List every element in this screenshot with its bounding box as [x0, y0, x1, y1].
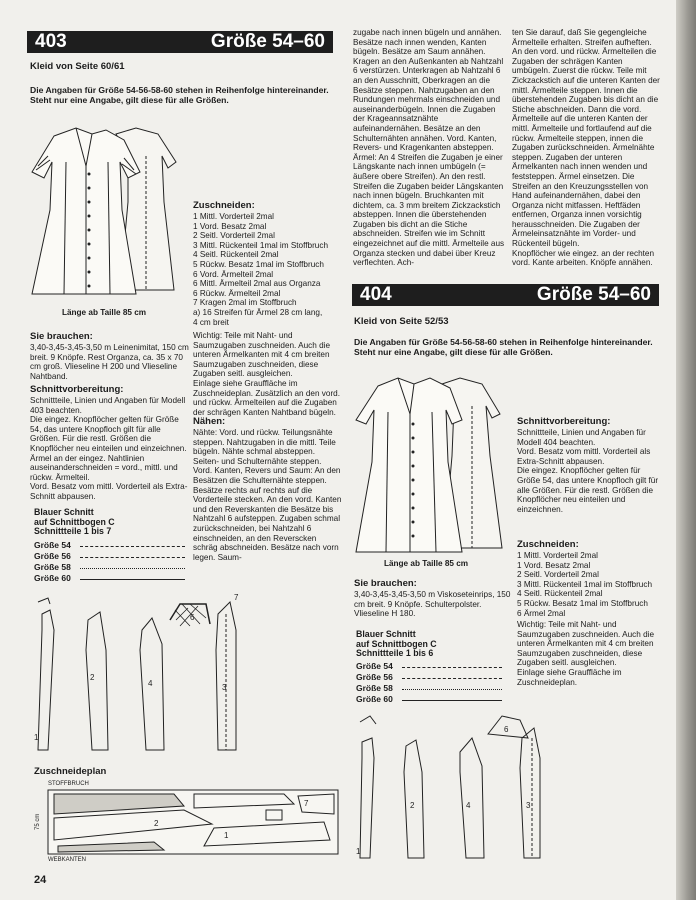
- model-404-prep: Schnittteile, Linien und Angaben für Modell 404 beachten. Vord. Besatz vom mittl. Vorderteil als Extra-Schnitt abpausen. Die eingez. Knopflöcher gelten für Größe 54, das untere Knopfloch gilt für alle Größen. Für die restl. Größen die Knopflöcher neu einteilen und einzeichnen.: [517, 428, 659, 514]
- model-404-legend-60: Größe 60: [356, 694, 393, 704]
- layout-label-403-2: 2: [154, 819, 159, 828]
- model-403-legend-54: Größe 54: [34, 540, 71, 550]
- model-404-blue-pattern: Blauer Schnitt auf Schnittbogen C Schnittteile 1 bis 6: [356, 629, 437, 659]
- piece-label-404-6: 6: [504, 725, 509, 734]
- layout-label-403-1: 1: [224, 831, 229, 840]
- model-403-materials: 3,40-3,45-3,45-3,50 m Leinenimitat, 150 cm breit. 9 Knöpfe. Rest Organza, ca. 35 x 70 cm groß. Vlieseline H 200 und Vlieseline Nahtband.: [30, 343, 189, 381]
- model-403-blue-pattern: Blauer Schnitt auf Schnittbogen C Schnittteile 1 bis 7: [34, 507, 115, 537]
- legend-line-54: [80, 546, 185, 547]
- model-404-source: Kleid von Seite 52/53: [354, 316, 449, 327]
- model-403-prep-title: Schnittvorbereitung:: [30, 384, 124, 395]
- model-403-sew: Nähte: Vord. und rückw. Teilungsnähte steppen. Nahtzugaben in die mittl. Teile bügeln. Nähte schmal absteppen. Seiten- und Schulternähte steppen. Vord. Kanten, Revers und Saum: An den Besätzen die Schulternähte steppen. Besätze rechts auf rechts auf die Vorderteile stecken. An den vord. Kanten und den Reverskanten die Besätze bis Nahtzahl 6 aufsteppen. Zugaben schmal zurückschneiden, bei Nahtzahl 6 einschneiden, an den Reverscken schräg abschneiden. Besätze nach vorn legen. Saum-: [193, 428, 342, 562]
- model-404-note: Wichtig: Teile mit Naht- und Saumzugaben zuschneiden. Auch die unteren Ärmelkanten mit 4 cm breiten Saumzugaben zuschneiden, diese Zugaben seitl. ausgleichen. Einlage siehe Grauffläche im Zuschneideplan.: [517, 620, 655, 687]
- model-403-header: [27, 31, 333, 53]
- dress-403-illustration: [28, 122, 193, 300]
- page-binding-shadow: [676, 0, 696, 900]
- model-403-sew-continued: zugabe nach innen bügeln und annähen. Besätze nach innen wenden, Kanten bügeln. Besätze am Saum annähen. Kragen an den Außenkanten ab Nahtzahl 6 verstürzen. Unterkragen ab Nahtzahl 6 an den Ausschnitt, Oberkragen an die Besätze steppen. Nahtzugaben an den Rundungen mehrmals einschneiden und auseinanderbügeln. Innen die Zugaben der Krageannsatznähte aufeinandernähen. Besätze an den Schulternähten annähen. Vord. Kanten, Revers- und Kragenkanten absteppen. Ärmel: An 4 Streifen die Zugaben je einer Längskante nach innen umbügeln (= äußere obere Streifen). An den restl. Streifen die Zugaben beider Längskanten nach innen bügeln. Bruchkanten mit dichtem, ca. 3 mm breitem Zickzackstich absteppen. Innen die überstehenden Zugaben bis dicht an die Stiche abschneiden. Streifen wie im Schnitt eingezeichnet auf die mittl. Ärmelteile aus Organza stecken und dabei über Kreuz verflechten. Ach-: [353, 28, 505, 268]
- piece-label-404-1: 1: [356, 847, 361, 856]
- piece-label-404-4: 4: [466, 801, 471, 810]
- model-404-prep-title: Schnittvorbereitung:: [517, 416, 611, 427]
- piece-label-403-4: 4: [148, 679, 153, 688]
- pattern-pieces-403: [30, 590, 250, 765]
- model-403-legend-60: Größe 60: [34, 573, 71, 583]
- model-404-materials-title: Sie brauchen:: [354, 578, 417, 589]
- piece-label-403-7: 7: [234, 593, 239, 602]
- layout-403-width: 75 cm: [35, 813, 41, 830]
- model-403-legend-56: Größe 56: [34, 551, 71, 561]
- model-404-legend-54: Größe 54: [356, 661, 393, 671]
- legend-line-404-58: [402, 689, 502, 690]
- layout-label-403-7: 7: [304, 799, 309, 808]
- model-404-legend-58: Größe 58: [356, 683, 393, 693]
- layout-403-selvage: WEBKANTEN: [48, 857, 87, 863]
- legend-line-58: [80, 568, 185, 569]
- model-403-length: Länge ab Taille 85 cm: [62, 308, 147, 317]
- dress-404-illustration: [352, 370, 517, 560]
- model-403-intro: Die Angaben für Größe 54-56-58-60 stehen in Reihenfolge hintereinander. Steht nur eine Angabe, gilt diese für alle Größen.: [30, 85, 329, 105]
- model-404-cut-list: 1 Mittl. Vorderteil 2mal 1 Vord. Besatz 2mal 2 Seitl. Vorderteil 2mal 3 Mittl. Rückenteil 1mal im Stoffbruch 4 Seitl. Rückenteil 2mal 5 Rückw. Besatz 1mal im Stoffbruch 6 Ärmel 2mal: [517, 551, 652, 618]
- model-403-cut-title: Zuschneiden:: [193, 200, 255, 211]
- model-404-length: Länge ab Taille 85 cm: [384, 559, 469, 568]
- model-403-number: 403: [35, 31, 67, 52]
- model-403-sew-title: Nähen:: [193, 416, 226, 427]
- legend-line-404-54: [402, 667, 502, 668]
- model-403-legend-58: Größe 58: [34, 562, 71, 572]
- model-404-intro: Die Angaben für Größe 54-56-58-60 stehen in Reihenfolge hintereinander. Steht nur eine Angabe, gilt diese für alle Größen.: [354, 337, 653, 357]
- model-403-note: Wichtig: Teile mit Naht- und Saumzugaben zuschneiden. Auch die unteren Ärmelkanten mit 4 cm breiten Saumzugaben zuschneiden, diese Zugaben seitl. ausgleichen. Einlage siehe Grauffläche im Zuschneideplan. Zusätzlich an den vord. und rückw. Ärmelteilen auf die Zugaben der schrägen Kanten Nahtband bügeln.: [193, 331, 341, 417]
- model-403-cut-list: 1 Mittl. Vorderteil 2mal 1 Vord. Besatz 2mal 2 Seitl. Vorderteil 2mal 3 Mittl. Rückenteil 1mal im Stoffbruch 4 Seitl. Rückenteil 2mal 5 Rückw. Besatz 1mal im Stoffbruch 6 Vord. Ärmelteil 2mal 6 Mittl. Ärmelteil 2mal aus Organza 6 Rückw. Ärmelteil 2mal 7 Kragen 2mal im Stoffbruch a) 16 Streifen für Ärmel 28 cm lang, 4 cm breit: [193, 212, 328, 327]
- legend-line-404-56: [402, 678, 502, 679]
- piece-label-404-2: 2: [410, 801, 415, 810]
- legend-line-404-60: [402, 700, 502, 701]
- model-403-sleeves-continued: ten Sie darauf, daß Sie gegengleiche Ärmelteile erhalten. Streifen aufheften. An den vord. und rückw. Ärmelteilen die Zugaben der schrägen Kanten umbügeln. Zuerst die rückw. Teile mit Zickzackstich auf die unteren Kanten der mittl. Ärmelteile steppen. Innen die überstehenden Zugaben bis dicht an die Stiche abschneiden. Dann die vord. Ärmelteile auf die unteren Kanten der mittl. Ärmelteile und fortlaufend auf die rückw. Ärmelteile steppen, innen die Zugaben zurückschneiden. Ärmelnähte steppen. Zugaben der unteren Ärmelkanten nach innen wenden und feststeppen. Ärmel einsetzen. Die Streifen an den Kreuzungsstellen von Hand aufeinandernähen, dabei den Organza nicht mitfassen. Heftfäden entfernen, Organza innen vorsichtig herausschneiden. Die Zugaben der Ärmeleinsatznähte im Vorder- und Rückenteil bügeln. Knopflöcher wie eingez. an der rechten vord. Kante arbeiten. Knöpfe annähen.: [512, 28, 660, 268]
- piece-label-403-2: 2: [90, 673, 95, 682]
- pattern-pieces-404: [352, 708, 552, 868]
- model-404-legend-56: Größe 56: [356, 672, 393, 682]
- legend-line-60: [80, 579, 185, 580]
- model-404-size: Größe 54–60: [536, 284, 651, 305]
- model-403-source: Kleid von Seite 60/61: [30, 61, 125, 72]
- model-404-number: 404: [360, 284, 392, 305]
- piece-label-403-6: 6: [190, 613, 195, 622]
- piece-label-403-3: 3: [222, 683, 227, 692]
- cutting-layout-403: [34, 780, 344, 862]
- model-404-materials: 3,40-3,45-3,45-3,50 m Viskoseteinrips, 150 cm breit. 9 Knöpfe. Schulterpolster. Vlieseline H 180.: [354, 590, 511, 619]
- model-404-cut-title: Zuschneiden:: [517, 539, 579, 550]
- model-404-header: [352, 284, 659, 306]
- piece-label-403-1: 1: [34, 733, 39, 742]
- layout-403-fold: STOFFBRUCH: [48, 781, 89, 787]
- page-number: 24: [34, 874, 47, 886]
- model-403-size: Größe 54–60: [210, 31, 325, 52]
- layout-403-title: Zuschneideplan: [34, 766, 107, 777]
- legend-line-56: [80, 557, 185, 558]
- piece-label-404-3: 3: [526, 801, 531, 810]
- model-403-prep: Schnittteile, Linien und Angaben für Modell 403 beachten. Die eingez. Knopflöcher gelten für Größe 54, das untere Knopfloch gilt für alle Größen. Für die restl. Größen die Knopflöcher neu einteilen und einzeichnen. Ärmel an der eingez. Nahtlinien auseinanderschneiden = vord., mittl. und rückw. Ärmelteil. Vord. Besatz vom mittl. Vorderteil als Extra-Schnitt abpausen.: [30, 396, 188, 501]
- model-403-materials-title: Sie brauchen:: [30, 331, 93, 342]
